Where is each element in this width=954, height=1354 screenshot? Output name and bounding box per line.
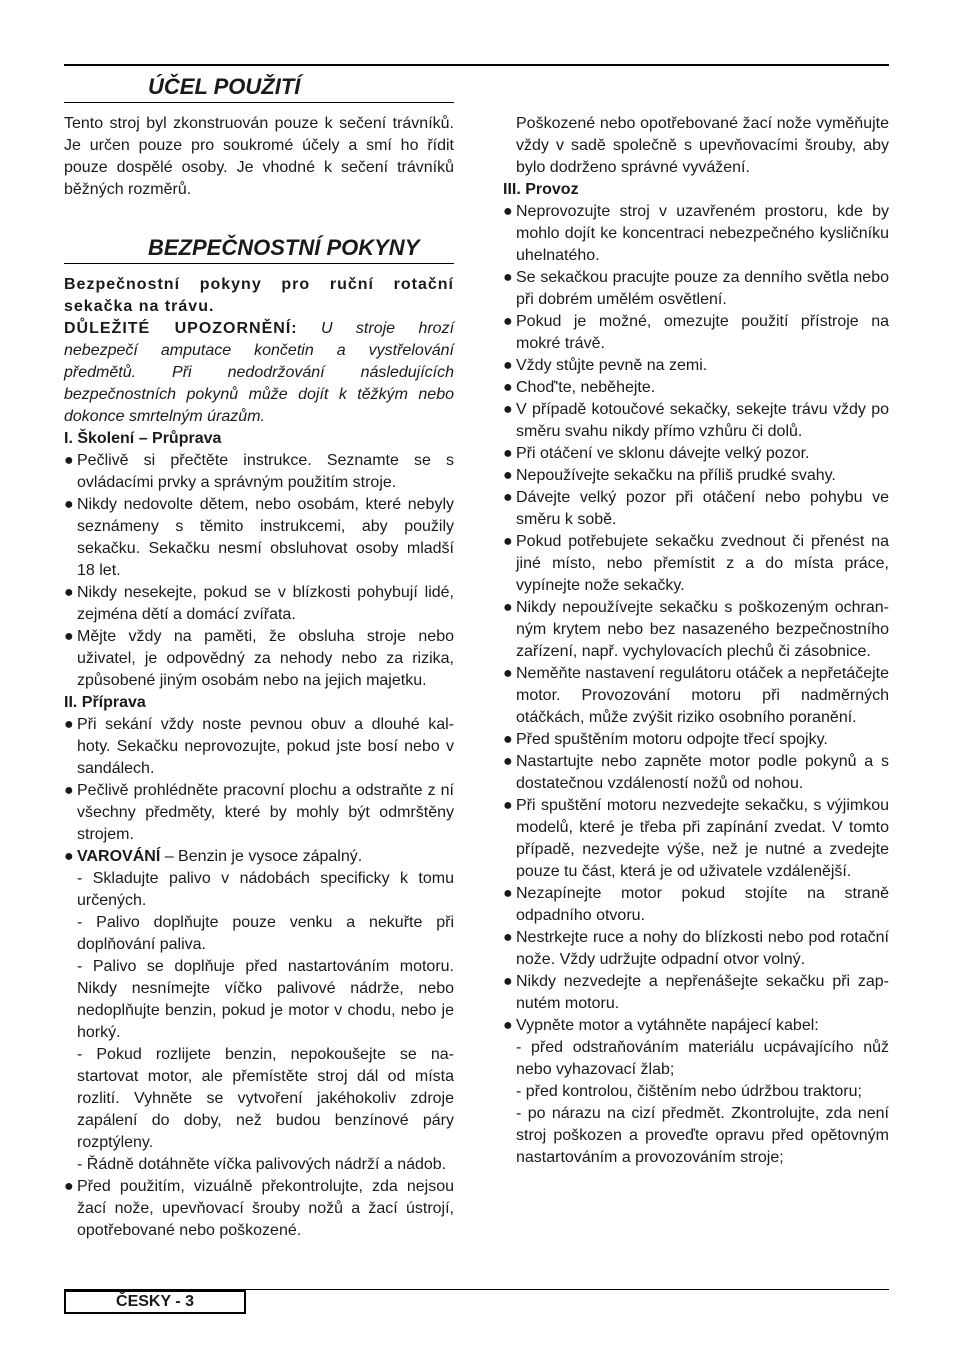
bullet-icon: ●: [64, 452, 74, 469]
subitem: - před odstraňováním materiálu ucpávajícího nůž nebo vyhazovací žlab;: [516, 1039, 889, 1078]
part3-title: III. Provoz: [503, 181, 579, 198]
warning-subitem: - Pokud rozlijete benzin, nepokoušejte se na-startovat motor, ale přemístěte stroj dál od místa rozlití. Vyhněte se vytvoření jakéhokoliv zdroje zapálení do doby, než budou benzínové páry rozptýleny.: [77, 1046, 454, 1151]
list-item: ● Při spuštění motoru nezvedejte sekačku, s výjimkou modelů, které je třeba při zapínání zvedat. V tomto případě, nezvedejte výše, než je nutné a zvedejte pouze tu část, která je od uživatele vzdálenější.: [503, 797, 889, 880]
bullet-icon: ●: [503, 313, 513, 330]
part2-title: II. Příprava: [64, 694, 146, 711]
right-column: [503, 113, 889, 1169]
bullet-icon: ●: [503, 797, 513, 814]
bullet-icon: ●: [64, 496, 74, 513]
bullet-icon: ●: [503, 929, 513, 946]
bullet-icon: ●: [503, 599, 513, 616]
heading-safety: BEZPEČNOSTNÍ POKYNY: [64, 233, 454, 264]
continuation-text: Poškozené nebo opotřebované žací nože vyměňujte vždy v sadě společně s upevňovacími šrouby, aby bylo dodrženo správné vyvážení.: [516, 115, 889, 176]
subitem: - před kontrolou, čištěním nebo údržbou traktoru;: [516, 1083, 862, 1100]
bullet-icon: ●: [503, 379, 513, 396]
list-item: ● Neprovozujte stroj v uzavřeném prostoru, kde by mohlo dojít ke koncentraci nebezpečného kysličníku uhelnatého.: [503, 203, 889, 264]
bullet-icon: ●: [503, 973, 513, 990]
bullet-icon: ●: [64, 848, 74, 865]
bullet-icon: ●: [503, 357, 513, 374]
page-number: 3: [185, 1293, 194, 1310]
bullet-icon: ●: [64, 584, 74, 601]
warning-subitem: - Řádně dotáhněte víčka palivových nádrží a nádob.: [77, 1156, 447, 1173]
bullet-icon: ●: [503, 489, 513, 506]
bullet-icon: ●: [503, 1017, 513, 1034]
safety-subtitle: Bezpečnostní pokyny pro ruční rotační sekačka na trávu.: [64, 276, 454, 315]
warning-subitem: - Skladujte palivo v nádobách specificky k tomu určených.: [77, 870, 454, 909]
important-notice-label: DŮLEŽITÉ UPOZORNĚNÍ:: [64, 320, 298, 337]
page-footer: [64, 1290, 246, 1314]
bullet-icon: ●: [503, 445, 513, 462]
list-item: ● V případě kotoučové sekačky, sekejte trávu vždy po směru svahu nikdy přímo vzhůru či dolů.: [503, 401, 889, 440]
warning-subitem: - Palivo doplňujte pouze venku a nekuřte při doplňování paliva.: [77, 914, 454, 953]
part1-title: I. Školení – Průprava: [64, 430, 222, 447]
bullet-icon: ●: [503, 401, 513, 418]
bullet-icon: ●: [64, 782, 74, 799]
bullet-icon: ●: [503, 665, 513, 682]
list-item: ● Nikdy nezvedejte a nepřenášejte sekačku při zap-nutém motoru.: [503, 973, 889, 1012]
list-item: ● Nezapínejte motor pokud stojíte na straně odpadního otvoru.: [503, 885, 889, 924]
list-item: ● Vždy stůjte pevně na zemi.: [503, 355, 889, 377]
list-item: ● Vypněte motor a vytáhněte napájecí kabel:: [503, 1015, 889, 1037]
bullet-icon: ●: [64, 716, 74, 733]
list-item: ● Nestrkejte ruce a nohy do blízkosti nebo pod rotační nože. Vždy udržujte odpadní otvor volný.: [503, 929, 889, 968]
list-item: ● Při otáčení ve sklonu dávejte velký pozor.: [503, 443, 889, 465]
bullet-icon: ●: [64, 1178, 74, 1195]
bullet-icon: ●: [503, 269, 513, 286]
important-notice: [64, 318, 454, 428]
list-item: ● Pokud je možné, omezujte použití přístroje na mokré trávě.: [503, 313, 889, 352]
purpose-text: Tento stroj byl zkonstruován pouze k sečení trávníků. Je určen pouze pro soukromé účely a smí ho řídit pouze dospělé osoby. Je vhodné k sečení trávníků běžných rozměrů.: [64, 115, 454, 198]
list-item: ● Pečlivě si přečtěte instrukce. Seznamte se s ovládacími prvky a správným použitím stroje.: [64, 452, 454, 491]
list-item: ● Před spuštěním motoru odpojte třecí spojky.: [503, 729, 889, 751]
list-item: ● Pokud potřebujete sekačku zvednout či přenést na jiné místo, nebo přemístit z a do místa práce, vypínejte nože sekačky.: [503, 533, 889, 594]
bullet-icon: ●: [503, 203, 513, 220]
list-item: ● Neměňte nastavení regulátoru otáček a nepřetáčejte motor. Provozování motoru při nadměrných otáčkách, může zvýšit riziko osobního poranění.: [503, 665, 889, 726]
bullet-icon: ●: [503, 467, 513, 484]
list-item: ● Nikdy nepoužívejte sekačku s poškozeným ochran-ným krytem nebo bez nasazeného bezpečnostního zařízení, např. vychylovacích plechů či zásobnice.: [503, 599, 889, 660]
footer-language: ČESKY -: [116, 1293, 186, 1310]
list-item: ● Nepoužívejte sekačku na příliš prudké svahy.: [503, 465, 889, 487]
list-item: ● Před použitím, vizuálně překontrolujte, zda nejsou žací nože, upevňovací šrouby nožů a žací ústrojí, opotřebované nebo poškozené.: [64, 1178, 454, 1239]
list-item: ● Dávejte velký pozor při otáčení nebo pohybu ve směru k sobě.: [503, 489, 889, 528]
warning-subitem: - Palivo se doplňuje před nastartováním motoru. Nikdy nesnímejte víčko palivové nádrže, nebo nedoplňujte benzin, pokud je motor v chodu, nebo je horký.: [77, 958, 454, 1041]
warning-label: VAROVÁNÍ: [77, 848, 161, 865]
heading-purpose: ÚČEL POUŽITÍ: [64, 72, 454, 103]
bullet-icon: ●: [503, 753, 513, 770]
important-notice-text: U stroje hrozí nebezpečí amputace končetin a vystřelování předmětů. Při nedodržování následujících bezpečnostních pokynů může dojít k těžkým nebo dokonce smrtelným úrazům.: [64, 320, 455, 425]
list-item: ● Choď'te, neběhejte.: [503, 377, 889, 399]
list-item: ● Se sekačkou pracujte pouze za denního světla nebo při dobrém umělém osvětlení.: [503, 269, 889, 308]
top-rule: [64, 64, 889, 66]
list-item: ● Pečlivě prohlédněte pracovní plochu a odstraňte z ní všechny předměty, které by mohly být odmrštěny strojem.: [64, 782, 454, 843]
list-item-warning: ● VAROVÁNÍ – Benzin je vysoce zápalný.: [64, 846, 454, 868]
list-item: ● Při sekání vždy noste pevnou obuv a dlouhé kal-hoty. Sekačku neprovozujte, pokud jste bosí nebo v sandálech.: [64, 716, 454, 777]
list-item: ● Mějte vždy na paměti, že obsluha stroje nebo uživatel, je odpovědný za nehody nebo za rizika, způsobené jiným osobám nebo na jejich majetku.: [64, 628, 454, 689]
list-item: ● Nikdy nedovolte dětem, nebo osobám, které nebyly seznámeny s těmito instrukcemi, aby použily sekačku. Sekačku nesmí obsluhovat osoby mladší 18 let.: [64, 496, 454, 579]
list-item: ● Nikdy nesekejte, pokud se v blízkosti pohybují lidé, zejména dětí a domácí zvířata.: [64, 584, 454, 623]
bullet-icon: ●: [64, 628, 74, 645]
bullet-icon: ●: [503, 731, 513, 748]
subitem: - po nárazu na cizí předmět. Zkontrolujte, zda není stroj poškozen a proveďte opravu před opětovným nastartováním a provozováním stroje;: [516, 1105, 889, 1166]
left-column: [64, 72, 454, 1242]
bullet-icon: ●: [503, 885, 513, 902]
bullet-icon: ●: [503, 533, 513, 550]
list-item: ● Nastartujte nebo zapněte motor podle pokynů a s dostatečnou vzdáleností nožů od nohou.: [503, 753, 889, 792]
